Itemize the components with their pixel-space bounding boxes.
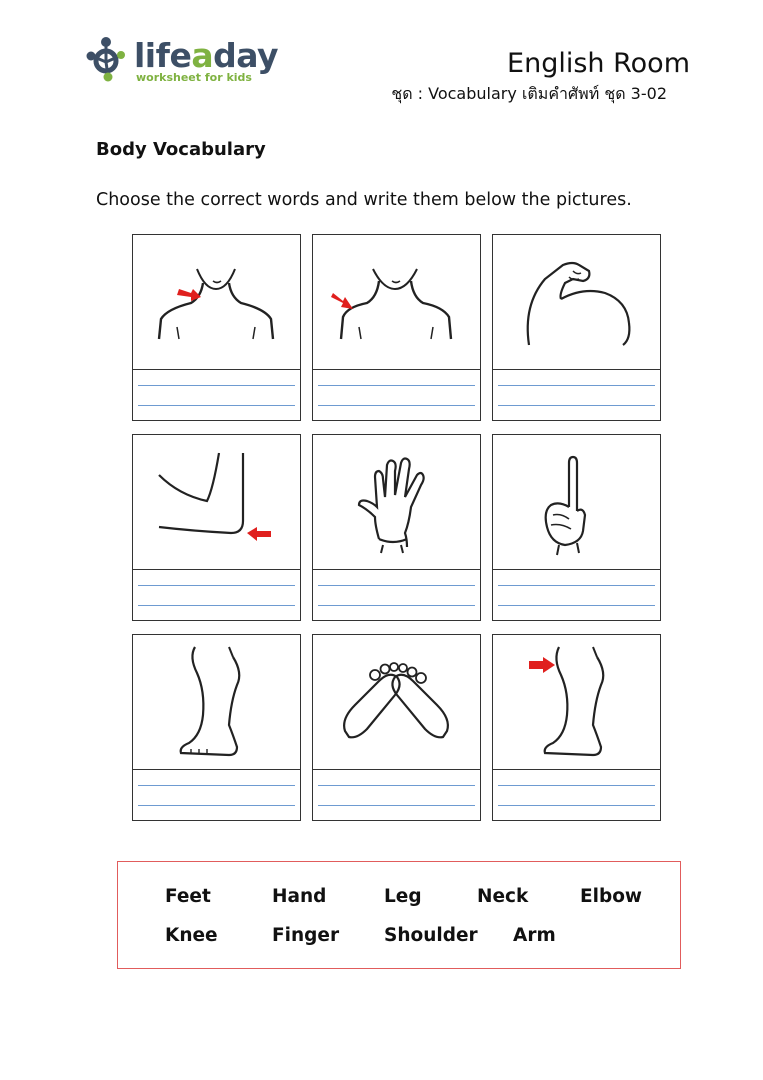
lifeaday-logo — [86, 34, 279, 86]
picture-frame — [133, 235, 300, 370]
word-bank-item: Hand — [272, 886, 327, 907]
answer-line[interactable] — [498, 385, 655, 386]
knee-illustration-icon — [493, 635, 659, 767]
picture-card-leg — [132, 634, 301, 821]
picture-card-finger — [492, 434, 661, 621]
picture-card-hand — [312, 434, 481, 621]
logo-tagline: worksheet for kids — [136, 71, 252, 84]
word-bank-item: Shoulder — [384, 925, 478, 946]
word-bank-item: Neck — [477, 886, 529, 907]
picture-frame — [313, 235, 480, 370]
feet-soles-illustration-icon — [313, 635, 479, 767]
picture-card-elbow — [132, 434, 301, 621]
answer-line[interactable] — [138, 385, 295, 386]
picture-frame — [493, 435, 660, 570]
answer-line[interactable] — [138, 405, 295, 406]
answer-line[interactable] — [318, 805, 475, 806]
answer-line[interactable] — [318, 405, 475, 406]
flexed-arm-illustration-icon — [493, 235, 659, 367]
picture-frame — [133, 435, 300, 570]
answer-line[interactable] — [498, 585, 655, 586]
worksheet-title: Body Vocabulary — [96, 139, 266, 160]
neck-illustration-icon — [133, 235, 299, 367]
hand-illustration-icon — [313, 435, 479, 567]
shoulder-illustration-icon — [313, 235, 479, 367]
word-bank-item: Finger — [272, 925, 340, 946]
picture-frame — [313, 435, 480, 570]
answer-line[interactable] — [498, 805, 655, 806]
page-header-subtitle: ชุด : Vocabulary เติมคำศัพท์ ชุด 3-02 — [391, 84, 667, 103]
picture-card-feet — [312, 634, 481, 821]
answer-line[interactable] — [318, 785, 475, 786]
picture-card-arm — [492, 234, 661, 421]
page-header-title: English Room — [507, 48, 690, 79]
picture-frame — [493, 635, 660, 770]
elbow-illustration-icon — [133, 435, 299, 567]
word-bank — [117, 861, 681, 969]
answer-line[interactable] — [138, 605, 295, 606]
word-bank-item: Knee — [165, 925, 218, 946]
logo-wordmark: lifeaday — [134, 36, 279, 75]
answer-line[interactable] — [318, 605, 475, 606]
answer-line[interactable] — [498, 785, 655, 786]
pointing-finger-illustration-icon — [493, 435, 659, 567]
word-bank-item: Leg — [384, 886, 422, 907]
word-bank-item: Elbow — [580, 886, 643, 907]
leg-illustration-icon — [133, 635, 299, 767]
picture-card-knee — [492, 634, 661, 821]
picture-frame — [133, 635, 300, 770]
answer-line[interactable] — [138, 805, 295, 806]
answer-line[interactable] — [498, 605, 655, 606]
picture-frame — [493, 235, 660, 370]
molecule-logo-icon — [86, 34, 132, 84]
picture-card-neck — [132, 234, 301, 421]
picture-frame — [313, 635, 480, 770]
answer-line[interactable] — [318, 585, 475, 586]
answer-line[interactable] — [138, 585, 295, 586]
picture-card-shoulder — [312, 234, 481, 421]
word-bank-item: Feet — [165, 886, 211, 907]
answer-line[interactable] — [318, 385, 475, 386]
answer-line[interactable] — [498, 405, 655, 406]
word-bank-item: Arm — [513, 925, 556, 946]
worksheet-instruction: Choose the correct words and write them below the pictures. — [96, 190, 632, 210]
answer-line[interactable] — [138, 785, 295, 786]
